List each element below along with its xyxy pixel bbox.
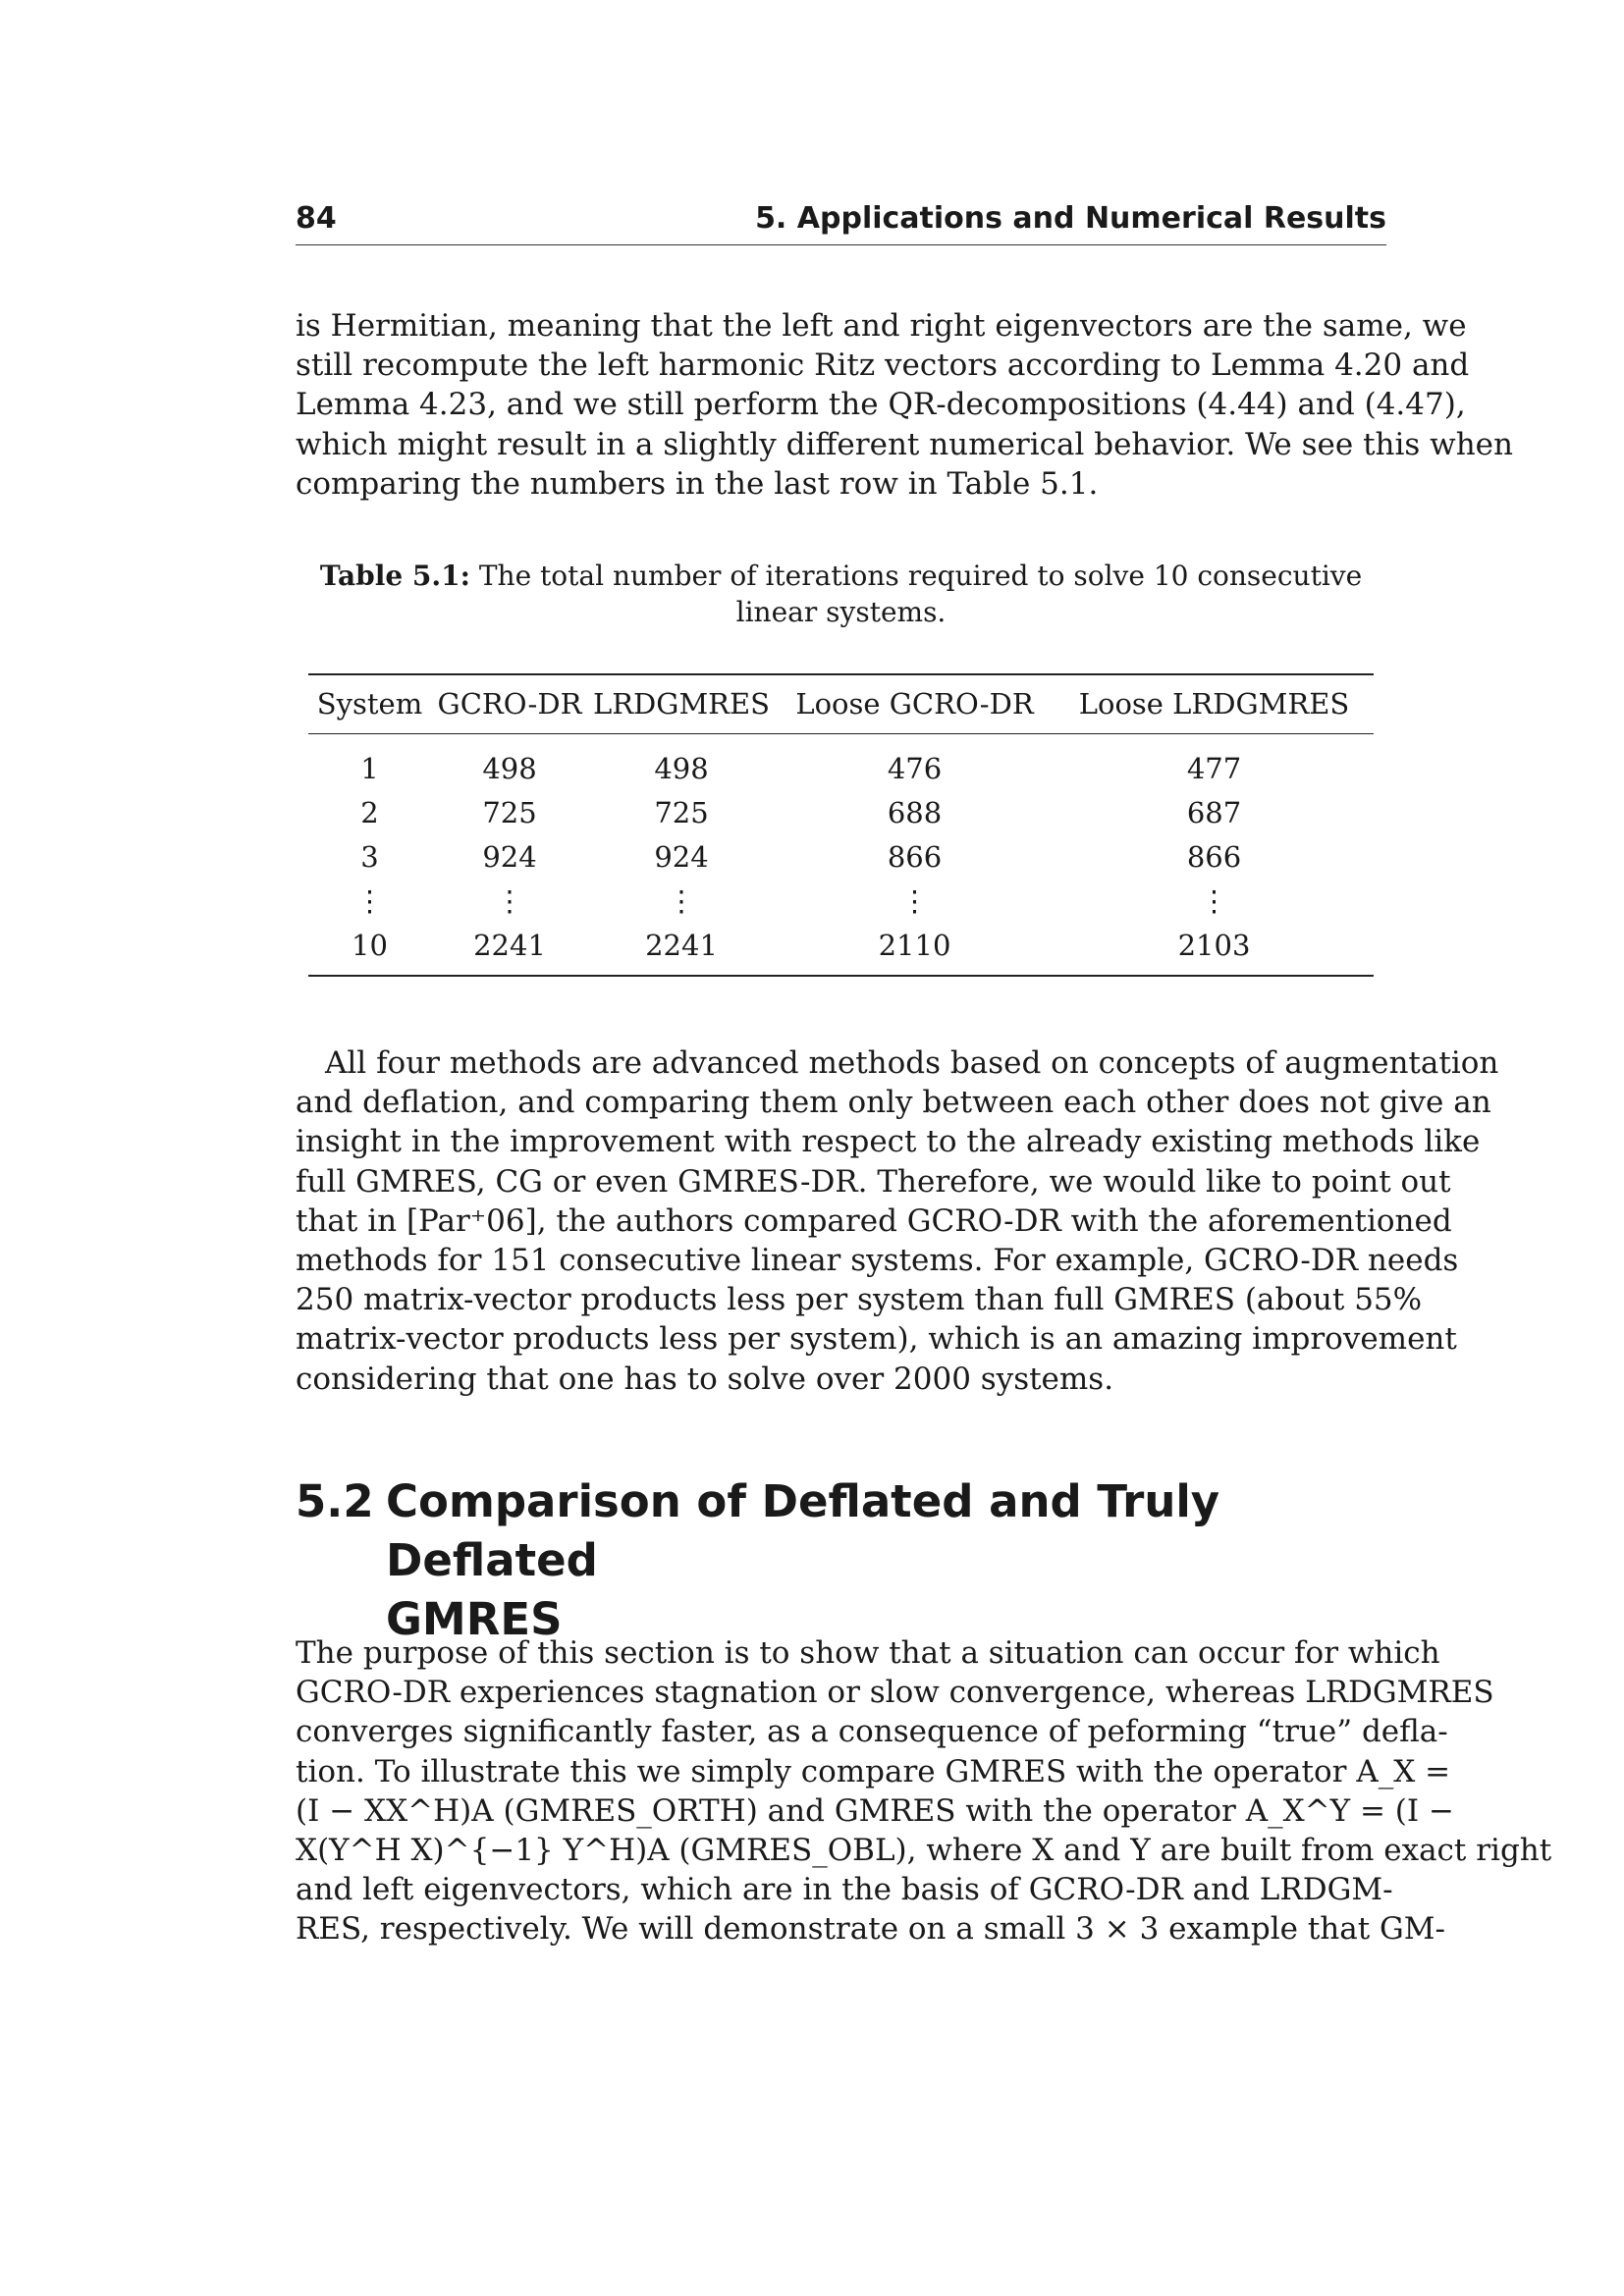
text-line: considering that one has to solve over 2000 systems. bbox=[296, 1361, 1114, 1397]
text-line: insight in the improvement with respect to the already existing methods like bbox=[296, 1124, 1481, 1160]
table-cell: 2241 bbox=[645, 928, 718, 962]
table-cell: 2 bbox=[360, 795, 379, 829]
table-cell: 2241 bbox=[473, 928, 546, 962]
page-number: 84 bbox=[296, 201, 337, 236]
text-line: RES, respectively. We will demonstrate on a small 3 × 3 example that GM- bbox=[296, 1911, 1446, 1948]
table-row-ellipsis bbox=[308, 879, 1374, 923]
text-line: and deflation, and comparing them only between each other does not give an bbox=[296, 1085, 1491, 1121]
table-cell: 2103 bbox=[1177, 928, 1251, 962]
table-cell: ⋮ bbox=[900, 883, 929, 918]
section-number: 5.2 bbox=[296, 1475, 374, 1527]
text-line: and left eigenvectors, which are in the basis of GCRO-DR and LRDGM- bbox=[296, 1872, 1393, 1908]
running-chapter-title: 5. Applications and Numerical Results bbox=[755, 201, 1386, 236]
column-header-loose-lrdgmres: Loose LRDGMRES bbox=[1078, 687, 1350, 721]
table-row bbox=[308, 834, 1374, 879]
section-title bbox=[386, 1472, 1368, 1649]
text-line: that in [Par⁺06], the authors compared GCRO-DR with the aforementioned bbox=[296, 1202, 1452, 1239]
section-title-line-2: GMRES bbox=[386, 1593, 563, 1645]
iterations-table bbox=[308, 673, 1374, 977]
text-line: All four methods are advanced methods based on concepts of augmentation bbox=[325, 1045, 1499, 1081]
text-line: 250 matrix-vector products less per system than full GMRES (about 55% bbox=[296, 1282, 1423, 1318]
caption-text: The total number of iterations required to solve 10 consecutive bbox=[478, 560, 1363, 592]
caption-line-1 bbox=[296, 558, 1386, 594]
table-cell: ⋮ bbox=[667, 883, 696, 918]
data-table bbox=[308, 673, 1374, 977]
table-header-row bbox=[308, 674, 1374, 734]
table-row bbox=[308, 734, 1374, 791]
table-cell: 3 bbox=[360, 839, 379, 874]
table-caption bbox=[296, 558, 1386, 630]
table-cell: 866 bbox=[887, 839, 943, 874]
discussion-paragraph bbox=[296, 1043, 1499, 1399]
table-cell: 687 bbox=[1186, 795, 1242, 829]
text-line: matrix-vector products less per system), which is an amazing improvement bbox=[296, 1321, 1457, 1358]
section-paragraph bbox=[296, 1633, 1552, 1949]
column-header-gcro-dr: GCRO-DR bbox=[437, 687, 582, 721]
text-line: GCRO-DR experiences stagnation or slow convergence, whereas LRDGMRES bbox=[296, 1675, 1494, 1711]
table-cell: 725 bbox=[482, 795, 537, 829]
table-cell: ⋮ bbox=[355, 883, 384, 918]
table-cell: 498 bbox=[482, 751, 537, 785]
text-line: X(Y^H X)^{−1} Y^H)A (GMRES_OBL), where X and Y are built from exact right bbox=[296, 1833, 1552, 1869]
text-line: tion. To illustrate this we simply compare GMRES with the operator A_X = bbox=[296, 1753, 1451, 1789]
text-line: The purpose of this section is to show that a situation can occur for which bbox=[296, 1635, 1440, 1671]
table-cell: ⋮ bbox=[495, 883, 524, 918]
table-row bbox=[308, 923, 1374, 976]
table-row bbox=[308, 790, 1374, 834]
caption-label: Table 5.1: bbox=[319, 560, 470, 592]
section-title-line-1: Comparison of Deflated and Truly Deflated bbox=[386, 1475, 1220, 1586]
table-cell: 476 bbox=[887, 751, 943, 785]
text-line: comparing the numbers in the last row in Table 5.1. bbox=[296, 465, 1099, 502]
table-cell: ⋮ bbox=[1200, 883, 1228, 918]
table-cell: 924 bbox=[654, 839, 709, 874]
table-cell: 2110 bbox=[878, 928, 951, 962]
table-cell: 924 bbox=[482, 839, 537, 874]
column-header-lrdgmres: LRDGMRES bbox=[592, 687, 771, 721]
table-cell: 477 bbox=[1186, 751, 1242, 785]
column-header-system: System bbox=[316, 687, 423, 721]
text-line: Lemma 4.23, and we still perform the QR-decompositions (4.44) and (4.47), bbox=[296, 387, 1466, 423]
intro-paragraph bbox=[296, 306, 1513, 504]
text-line: full GMRES, CG or even GMRES-DR. Therefore, we would like to point out bbox=[296, 1163, 1451, 1200]
table-cell: 498 bbox=[654, 751, 709, 785]
text-line: which might result in a slightly different numerical behavior. We see this when bbox=[296, 426, 1513, 462]
table-cell: 1 bbox=[360, 751, 379, 785]
table-cell: 688 bbox=[887, 795, 943, 829]
table-cell: 866 bbox=[1186, 839, 1242, 874]
text-line: is Hermitian, meaning that the left and right eigenvectors are the same, we bbox=[296, 308, 1467, 344]
column-header-loose-gcro-dr: Loose GCRO-DR bbox=[795, 687, 1034, 721]
caption-line-2: linear systems. bbox=[735, 596, 947, 628]
text-line: methods for 151 consecutive linear systems. For example, GCRO-DR needs bbox=[296, 1243, 1459, 1279]
text-line: converges significantly faster, as a consequence of peforming “true” defla- bbox=[296, 1714, 1448, 1750]
page-header bbox=[296, 199, 1386, 245]
text-line: still recompute the left harmonic Ritz vectors according to Lemma 4.20 and bbox=[296, 347, 1470, 384]
table-cell: 10 bbox=[352, 928, 388, 962]
table-cell: 725 bbox=[654, 795, 709, 829]
text-line: (I − XX^H)A (GMRES_ORTH) and GMRES with the operator A_X^Y = (I − bbox=[296, 1792, 1454, 1829]
